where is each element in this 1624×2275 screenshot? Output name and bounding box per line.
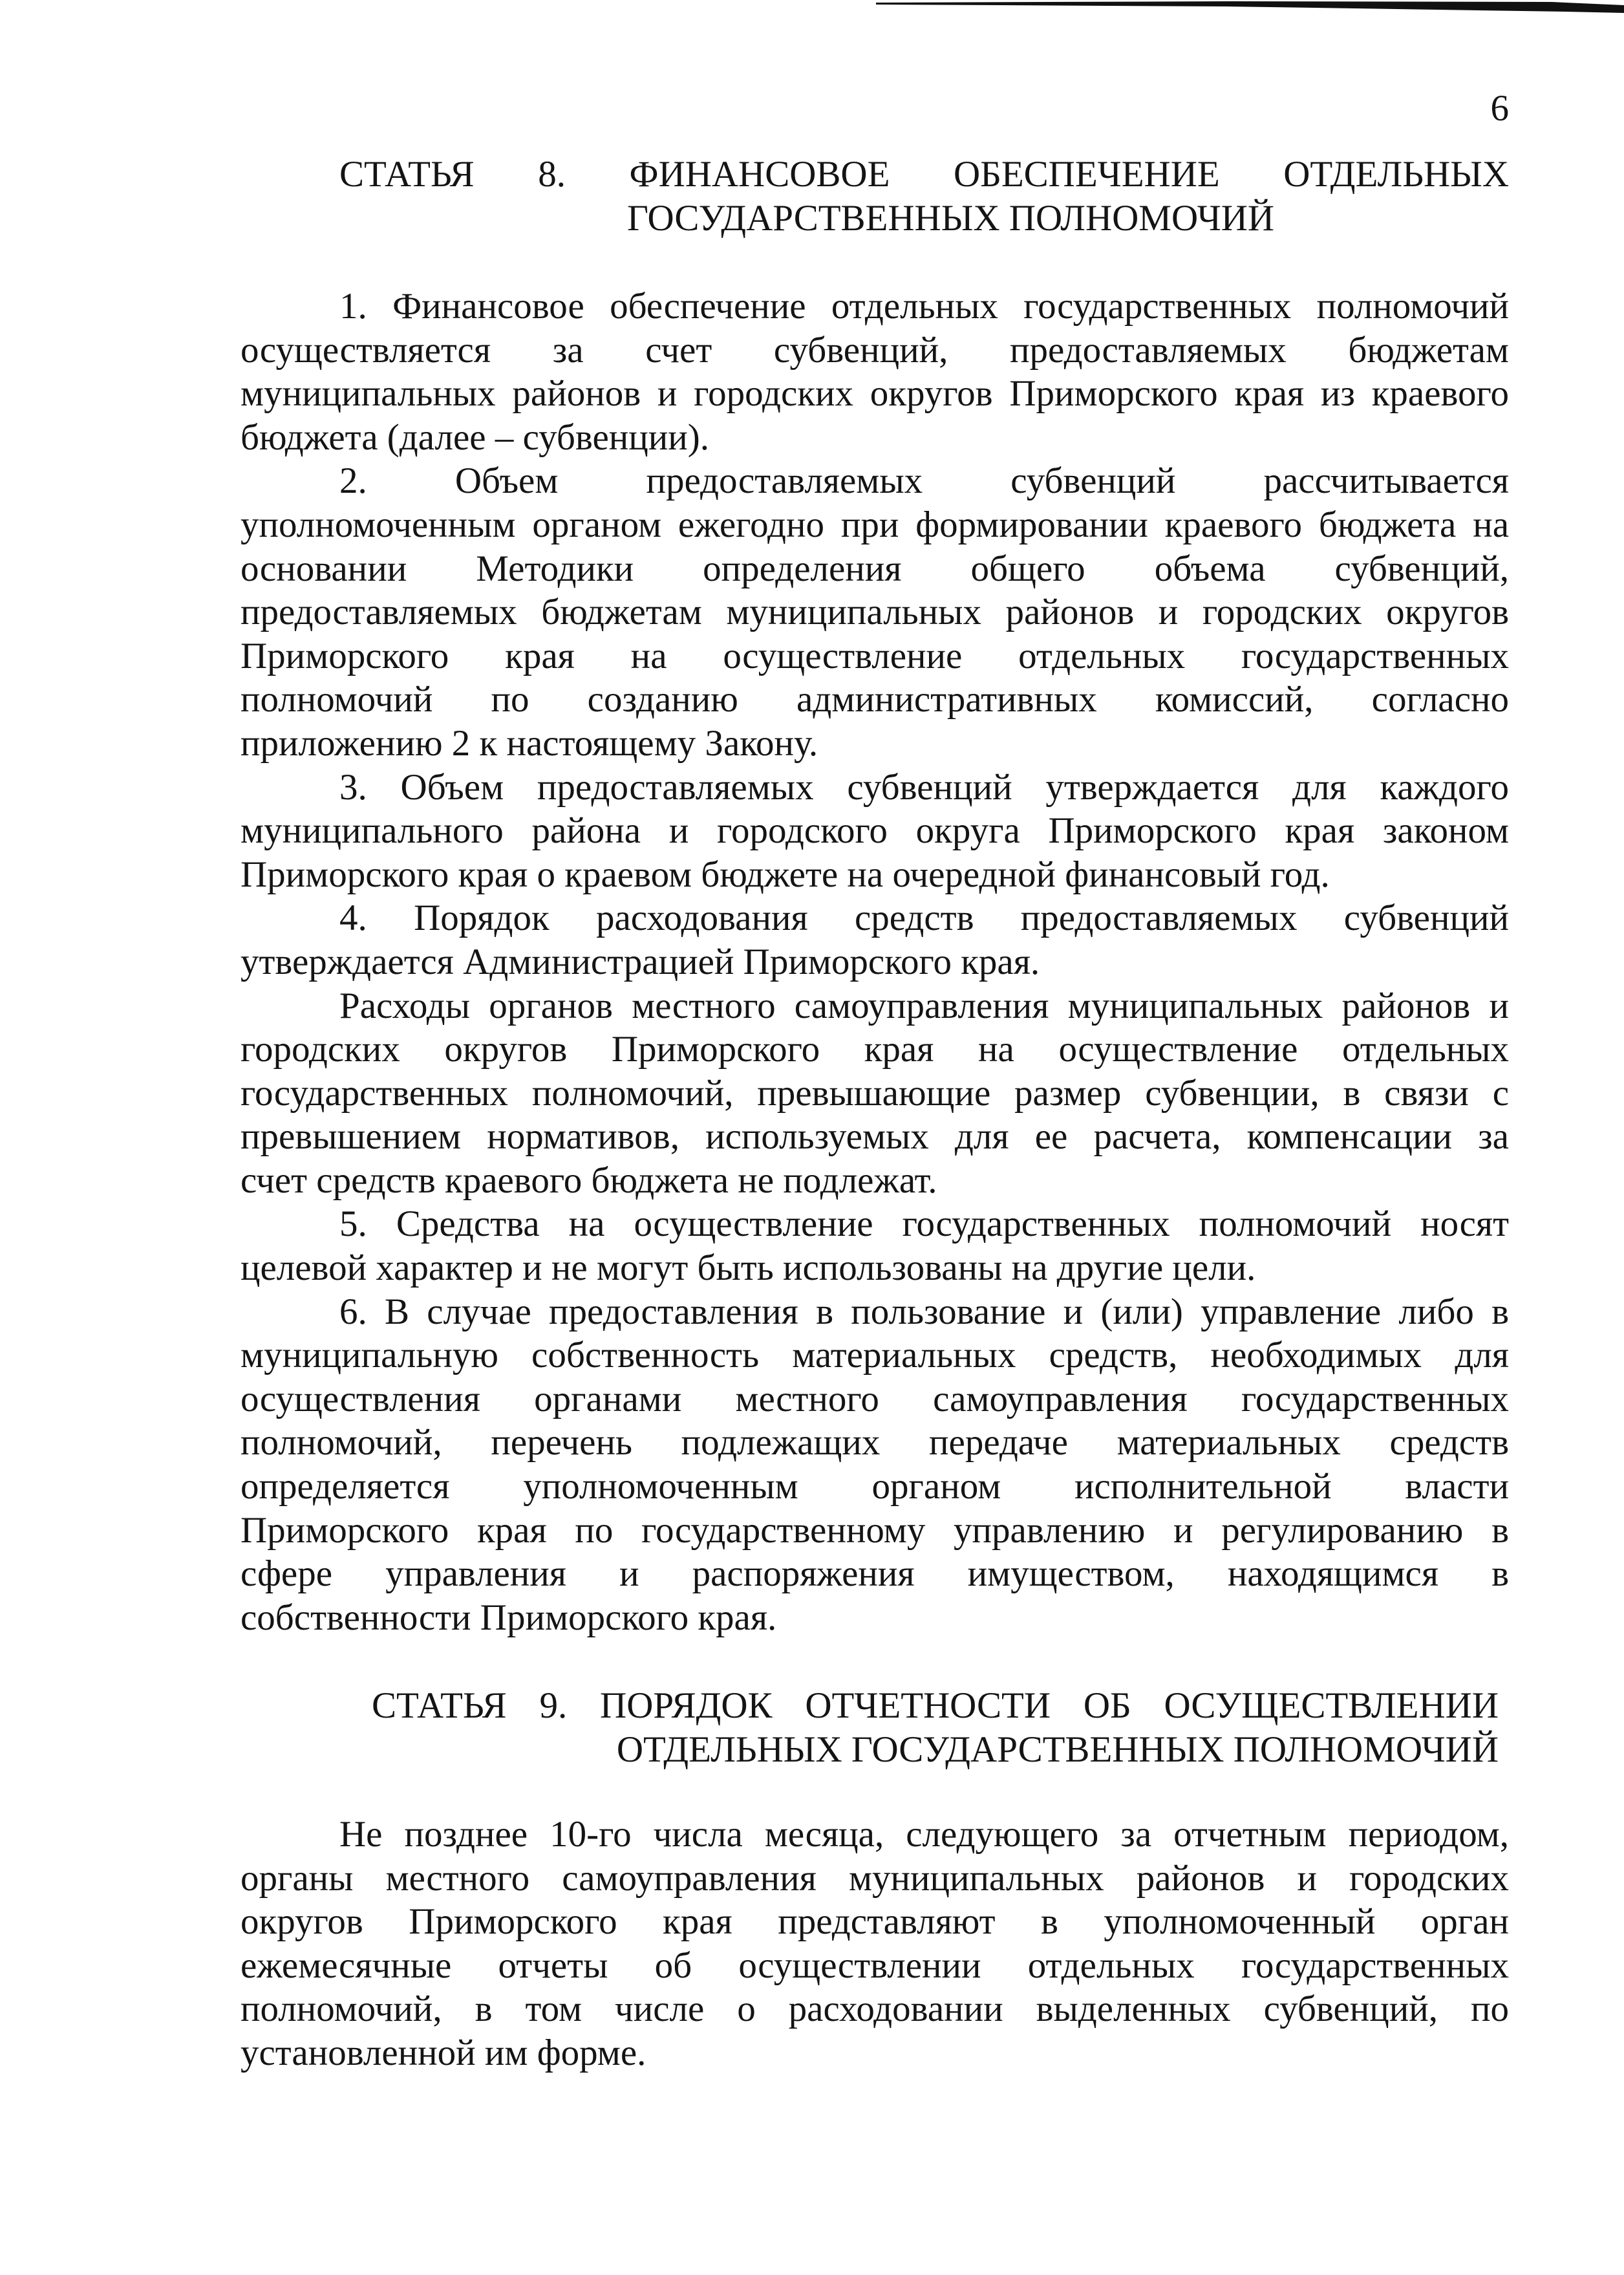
text-line: 1. Финансовое обеспечение отдельных государственных полномочий xyxy=(339,286,1509,327)
text-line: установленной им форме. xyxy=(240,2032,646,2073)
text-line: полномочий, в том числе о расходовании выделенных субвенций, по xyxy=(240,1989,1509,2030)
text-line: полномочий по созданию административных комиссий, согласно xyxy=(240,679,1509,720)
heading-line: ОТДЕЛЬНЫХ ГОСУДАРСТВЕННЫХ ПОЛНОМОЧИЙ xyxy=(616,1729,1499,1770)
text-line: округов Приморского края представляют в уполномоченный орган xyxy=(240,1901,1509,1943)
heading-line: СТАТЬЯ 9. ПОРЯДОК ОТЧЕТНОСТИ ОБ ОСУЩЕСТВЛЕНИИ xyxy=(372,1685,1499,1726)
article-8-heading xyxy=(240,153,1509,240)
page-number: 6 xyxy=(1490,88,1509,129)
text-line: муниципальных районов и городских округов Приморского края из краевого xyxy=(240,373,1509,415)
heading-line: СТАТЬЯ 8. ФИНАНСОВОЕ ОБЕСПЕЧЕНИЕ ОТДЕЛЬНЫХ xyxy=(339,154,1509,195)
text-line: бюджета (далее – субвенции). xyxy=(240,416,710,458)
article-8-body xyxy=(240,285,1509,1639)
paragraph-4-continued xyxy=(240,984,1509,1203)
text-line: превышением нормативов, используемых для ее расчета, компенсации за xyxy=(240,1116,1509,1158)
heading-line: ГОСУДАРСТВЕННЫХ ПОЛНОМОЧИЙ xyxy=(627,197,1275,239)
paragraph-6 xyxy=(240,1290,1509,1640)
text-line: муниципальную собственность материальных средств, необходимых для xyxy=(240,1335,1509,1376)
text-line: осуществления органами местного самоуправления государственных xyxy=(240,1378,1509,1419)
text-line: 4. Порядок расходования средств предоставляемых субвенций xyxy=(339,898,1509,939)
scan-edge-line xyxy=(0,0,1624,19)
article-9-body xyxy=(240,1813,1509,2075)
text-line: осуществляется за счет субвенций, предоставляемых бюджетам xyxy=(240,329,1509,371)
text-line: Приморского края на осуществление отдельных государственных xyxy=(240,635,1509,676)
text-line: 3. Объем предоставляемых субвенций утверждается для каждого xyxy=(339,766,1509,808)
paragraph-4 xyxy=(240,896,1509,984)
text-line: счет средств краевого бюджета не подлежат. xyxy=(240,1159,937,1201)
text-line: Приморского края по государственному управлению и регулированию в xyxy=(240,1509,1509,1551)
text-line: 5. Средства на осуществление государственных полномочий носят xyxy=(339,1203,1509,1245)
text-line: Приморского края о краевом бюджете на очередной финансовый год. xyxy=(240,854,1330,895)
text-line: определяется уполномоченным органом исполнительной власти xyxy=(240,1466,1509,1507)
text-line: полномочий, перечень подлежащих передаче материальных средств xyxy=(240,1422,1509,1463)
text-line: уполномоченным органом ежегодно при формировании краевого бюджета на xyxy=(240,504,1509,545)
text-line: органы местного самоуправления муниципальных районов и городских xyxy=(240,1857,1509,1899)
text-line: сфере управления и распоряжения имуществом, находящимся в xyxy=(240,1553,1509,1595)
text-line: Не позднее 10-го числа месяца, следующего за отчетным периодом, xyxy=(339,1814,1509,1855)
text-line: основании Методики определения общего объема субвенций, xyxy=(240,548,1509,589)
article-9-heading xyxy=(240,1684,1499,1771)
text-line: ежемесячные отчеты об осуществлении отдельных государственных xyxy=(240,1945,1509,1986)
text-line: муниципального района и городского округа Приморского края законом xyxy=(240,810,1509,852)
paragraph-3 xyxy=(240,766,1509,897)
text-line: предоставляемых бюджетам муниципальных районов и городских округов xyxy=(240,592,1509,633)
text-line: городских округов Приморского края на осуществление отдельных xyxy=(240,1029,1509,1070)
paragraph-5 xyxy=(240,1202,1509,1289)
text-line: 2. Объем предоставляемых субвенций рассчитывается xyxy=(339,460,1509,502)
text-line: государственных полномочий, превышающие размер субвенции, в связи с xyxy=(240,1072,1509,1114)
text-line: утверждается Администрацией Приморского края. xyxy=(240,941,1040,982)
text-line: приложению 2 к настоящему Закону. xyxy=(240,722,818,764)
paragraph-1 xyxy=(240,1813,1509,2075)
text-line: 6. В случае предоставления в пользование и (или) управление либо в xyxy=(339,1291,1509,1332)
text-line: Расходы органов местного самоуправления муниципальных районов и xyxy=(339,985,1509,1026)
paragraph-2 xyxy=(240,459,1509,765)
text-line: собственности Приморского края. xyxy=(240,1597,777,1638)
text-line: целевой характер и не могут быть использованы на другие цели. xyxy=(240,1247,1256,1289)
paragraph-1 xyxy=(240,285,1509,459)
